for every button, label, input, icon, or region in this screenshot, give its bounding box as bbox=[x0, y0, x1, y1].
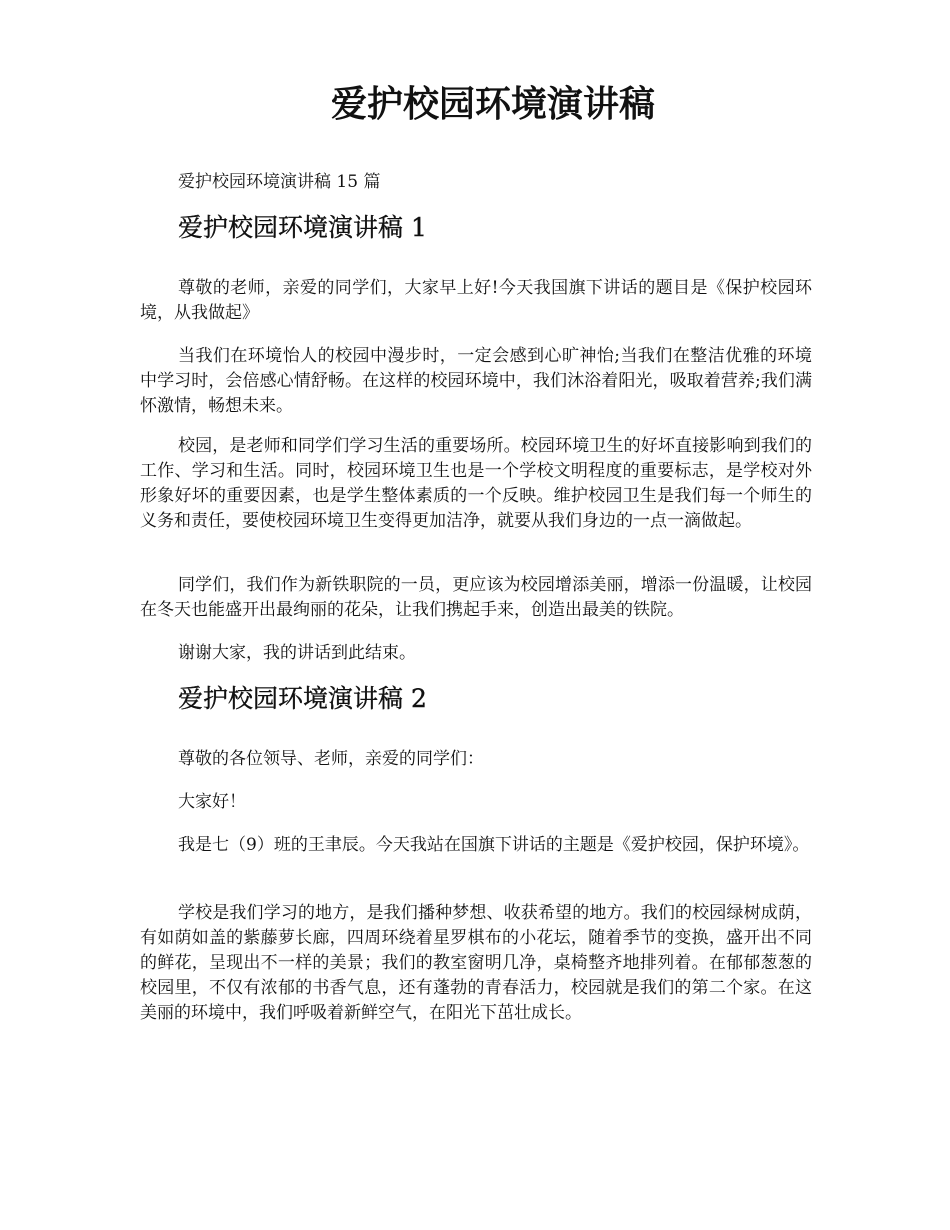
paragraph: 尊敬的老师，亲爱的同学们，大家早上好!今天我国旗下讲话的题目是《保护校园环境，从我做起》 bbox=[140, 278, 812, 323]
paragraph: 谢谢大家，我的讲话到此结束。 bbox=[178, 643, 416, 663]
paragraph: 大家好！ bbox=[178, 792, 246, 812]
section-heading-1: 爱护校园环境演讲稿 1 bbox=[178, 213, 427, 242]
document-subtitle: 爱护校园环境演讲稿 15 篇 bbox=[178, 172, 381, 192]
paragraph: 尊敬的各位领导、老师，亲爱的同学们： bbox=[178, 749, 484, 769]
section-heading-2: 爱护校园环境演讲稿 2 bbox=[178, 684, 427, 713]
paragraph: 学校是我们学习的地方，是我们播种梦想、收获希望的地方。我们的校园绿树成荫，有如荫如盖的紫藤萝长廊，四周环绕着星罗棋布的小花坛，随着季节的变换，盛开出不同的鲜花，呈现出不一样的美景；我们的教室窗明几净，桌椅整齐地排列着。在郁郁葱葱的校园里，不仅有浓郁的书香气息，还有蓬勃的青春活力，校园就是我们的第二个家。在这美丽的环境中，我们呼吸着新鲜空气，在阳光下茁壮成长。 bbox=[140, 903, 812, 1023]
document-title: 爱护校园环境演讲稿 bbox=[330, 83, 655, 125]
paragraph: 当我们在环境怡人的校园中漫步时，一定会感到心旷神怡;当我们在整洁优雅的环境中学习时，会倍感心情舒畅。在这样的校园环境中，我们沐浴着阳光，吸取着营养;我们满怀激情，畅想未来。 bbox=[140, 346, 812, 416]
paragraph: 校园，是老师和同学们学习生活的重要场所。校园环境卫生的好坏直接影响到我们的工作、学习和生活。同时，校园环境卫生也是一个学校文明程度的重要标志，是学校对外形象好坏的重要因素，也是学生整体素质的一个反映。维护校园卫生是我们每一个师生的义务和责任，要使校园环境卫生变得更加洁净，就要从我们身边的一点一滴做起。 bbox=[140, 436, 812, 531]
paragraph: 同学们，我们作为新铁职院的一员，更应该为校园增添美丽，增添一份温暖，让校园在冬天也能盛开出最绚丽的花朵，让我们携起手来，创造出最美的铁院。 bbox=[140, 575, 812, 620]
paragraph: 我是七（9）班的王聿辰。今天我站在国旗下讲话的主题是《爱护校园，保护环境》。 bbox=[178, 835, 810, 855]
